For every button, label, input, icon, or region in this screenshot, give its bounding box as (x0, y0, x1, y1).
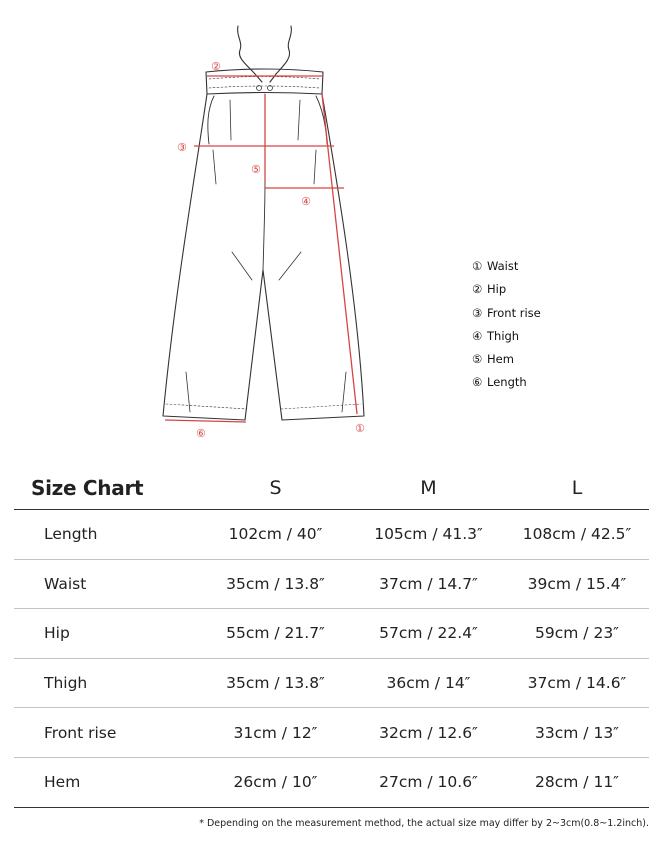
cell-value: 57cm / 22.4″ (352, 609, 505, 659)
legend-item-front-rise: ③ Front rise (472, 305, 541, 320)
marker-thigh: ④ (301, 195, 311, 208)
cell-value: 108cm / 42.5″ (505, 510, 649, 560)
cell-value: 36cm / 14″ (352, 658, 505, 708)
marker-hem: ⑤ (251, 163, 261, 176)
cell-value: 27cm / 10.6″ (352, 757, 505, 807)
cell-value: 59cm / 23″ (505, 609, 649, 659)
marker-length: ⑥ (196, 427, 206, 440)
size-chart-title: Size Chart (31, 475, 144, 500)
drawstring-left (238, 26, 262, 82)
cell-value: 31cm / 12″ (199, 708, 352, 758)
legend-item-length: ⑥ Length (472, 375, 527, 390)
legend-item-thigh: ④ Thigh (472, 328, 520, 343)
legend-item-hip: ② Hip (472, 282, 507, 297)
drawstring-right (270, 26, 291, 82)
waistband (206, 69, 323, 94)
marker-hip: ② (211, 60, 221, 73)
row-label: Waist (14, 559, 199, 609)
marker-waist: ① (355, 422, 365, 435)
cell-value: 102cm / 40″ (199, 510, 352, 560)
table-row (14, 559, 649, 609)
measurement-legend (472, 258, 541, 398)
cell-value: 33cm / 13″ (505, 708, 649, 758)
cell-value: 35cm / 13.8″ (199, 559, 352, 609)
row-label: Length (14, 510, 199, 560)
cell-value: 37cm / 14.6″ (505, 658, 649, 708)
table-row (14, 609, 649, 659)
legend-item-waist: ① Waist (472, 259, 519, 273)
cell-value: 39cm / 15.4″ (505, 559, 649, 609)
row-label: Hem (14, 757, 199, 807)
cell-value: 26cm / 10″ (199, 757, 352, 807)
size-header-m: M (420, 476, 437, 499)
cell-value: 55cm / 21.7″ (199, 609, 352, 659)
row-label: Thigh (14, 658, 199, 708)
measure-line-waist (165, 420, 246, 422)
row-label: Front rise (14, 708, 199, 758)
table-row (14, 757, 649, 807)
measurement-footnote: * Depending on the measurement method, the actual size may differ by 2~3cm(0.8~1.2inch). (199, 818, 649, 829)
cell-value: 28cm / 11″ (505, 757, 649, 807)
measure-line-length (322, 94, 357, 414)
cell-value: 105cm / 41.3″ (352, 510, 505, 560)
cell-value: 37cm / 14.7″ (352, 559, 505, 609)
table-header-row (14, 466, 649, 510)
marker-front-rise: ③ (177, 141, 187, 154)
legend-item-hem: ⑤ Hem (472, 352, 514, 367)
table-row (14, 510, 649, 560)
cell-value: 35cm / 13.8″ (199, 658, 352, 708)
cell-value: 32cm / 12.6″ (352, 708, 505, 758)
row-label: Hip (14, 609, 199, 659)
size-chart-table (14, 466, 649, 808)
size-header-s: S (269, 476, 282, 499)
table-row (14, 708, 649, 758)
table-row (14, 658, 649, 708)
size-header-l: L (571, 476, 583, 499)
